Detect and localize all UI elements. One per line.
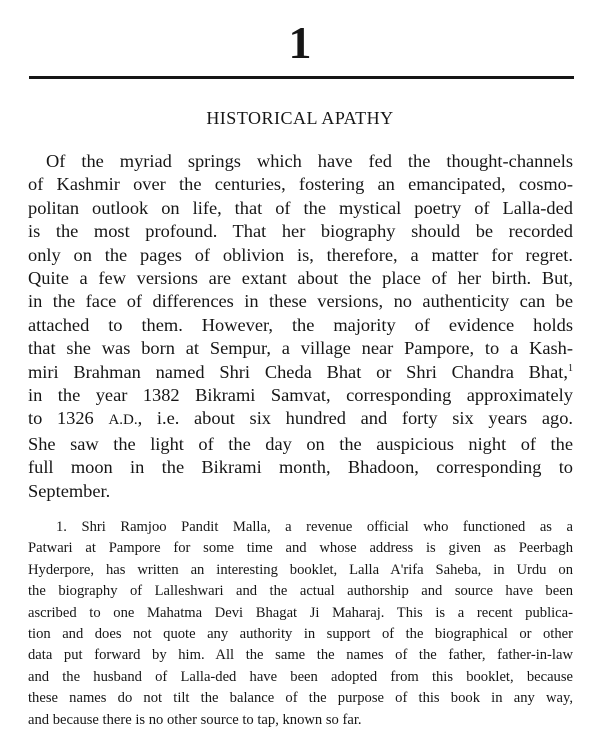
body-line-with-footnote — [28, 361, 573, 384]
footnote-line: and because there is no other source to tap, known so far. — [28, 711, 362, 728]
footnote-ref-marker[interactable]: 1 — [568, 362, 573, 374]
body-line: full moon in the Bikrami month, Bhadoon, corresponding to — [28, 457, 573, 478]
body-line: in the year 1382 Bikrami Samvat, corresponding approximately — [28, 385, 573, 406]
body-paragraph — [28, 150, 573, 503]
footnote — [28, 517, 573, 731]
body-line: in the face of differences in these versions, no authenticity can be — [28, 291, 573, 312]
footnote-line: 1. Shri Ramjoo Pandit Malla, a revenue official who functioned as a — [56, 519, 573, 535]
body-line-with-era — [28, 407, 573, 432]
body-line: of Kashmir over the centuries, fostering an emancipated, cosmo- — [28, 174, 573, 195]
footnote-line: Patwari at Pampore for some time and whose address is given as Peerbagh — [28, 540, 573, 557]
body-line-text-rest: , i.e. about six hundred and forty six years ago. — [137, 408, 573, 429]
footnote-line: tion and does not quote any authority in support of the biographical or other — [28, 626, 573, 643]
body-line: Quite a few versions are extant about the place of her birth. But, — [28, 268, 573, 289]
chapter-number: 1 — [288, 17, 312, 68]
body-line: She saw the light of the day on the auspicious night of the — [28, 433, 573, 454]
body-line: September. — [28, 480, 111, 501]
body-line-text: to 1326 — [28, 408, 109, 429]
chapter-title: HISTORICAL APATHY — [206, 108, 394, 128]
footnote-line: data put forward by him. All the same the names of the father, father-in-law — [28, 647, 573, 664]
body-line: Of the myriad springs which have fed the thought-channels — [46, 151, 573, 171]
era-abbreviation: A.D. — [108, 412, 138, 429]
footnote-line: ascribed to one Mahatma Devi Bhagat Ji Maharaj. This is a recent publica- — [28, 604, 573, 621]
body-line: is the most profound. That her biography should be recorded — [28, 221, 573, 242]
footnote-line: and the husband of Lalla-ded have been adopted from this booklet, because — [28, 668, 573, 685]
body-line: attached to them. However, the majority of evidence holds — [28, 314, 573, 335]
body-line: only on the pages of oblivion is, therefore, a matter for regret. — [28, 244, 573, 265]
footnote-line: these names do not tilt the balance of the purpose of this book in any way, — [28, 690, 573, 707]
body-line: that she was born at Sempur, a village near Pampore, to a Kash- — [28, 338, 573, 359]
footnote-line: the biography of Lalleshwari and the actual authorship and source have been — [28, 583, 573, 600]
footnote-line: Hyderpore, has written an interesting booklet, Lalla A'rifa Saheba, in Urdu on — [28, 561, 573, 578]
body-line: politan outlook on life, that of the mystical poetry of Lalla-ded — [28, 197, 573, 218]
chapter-rule — [29, 76, 574, 79]
body-line-text: miri Brahman named Shri Cheda Bhat or Shri Chandra Bhat, — [28, 361, 568, 382]
